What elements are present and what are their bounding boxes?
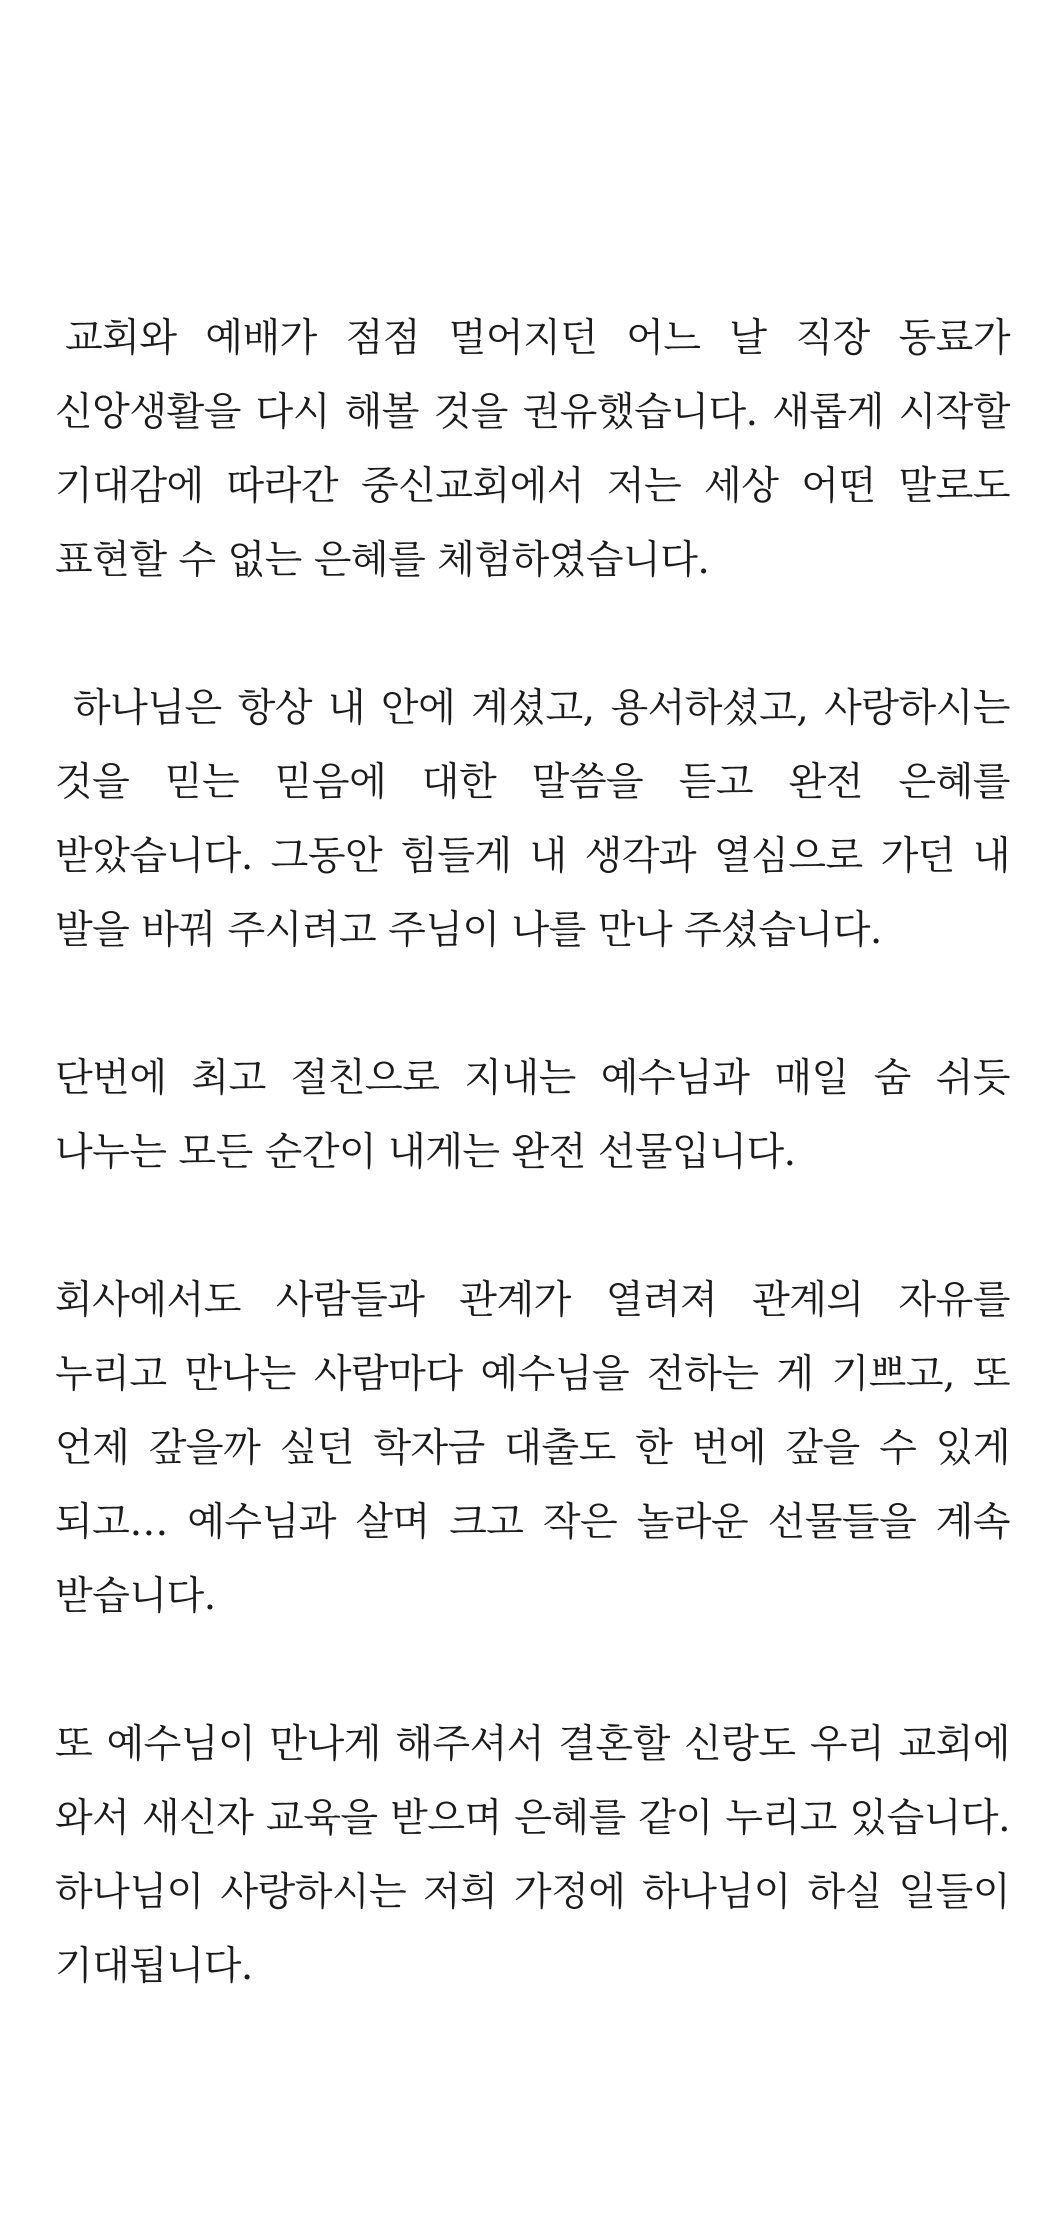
paragraph-3: 단번에 최고 절친으로 지내는 예수님과 매일 숨 쉬듯 나누는 모든 순간이 내게는 완전 선물입니다. <box>55 1056 1010 1175</box>
paragraph-5: 또 예수님이 만나게 해주셔서 결혼할 신랑도 우리 교회에 와서 새신자 교육을 받으며 은혜를 같이 누리고 있습니다. 하나님이 사랑하시는 저희 가정에 하나님이 하실 일들이 기대됩니다. <box>55 1722 1010 1989</box>
paragraph-2: 하나님은 항상 내 안에 계셨고, 용서하셨고, 사랑하시는 것을 믿는 믿음에 대한 말씀을 듣고 완전 은혜를 받았습니다. 그동안 힘들게 내 생각과 열심으로 가던 내 발을 바꿔 주시려고 주님이 나를 만나 주셨습니다. <box>55 686 1010 953</box>
paragraph-1: 교회와 예배가 점점 멀어지던 어느 날 직장 동료가 신앙생활을 다시 해볼 것을 권유했습니다. 새롭게 시작할 기대감에 따라간 중신교회에서 저는 세상 어떤 말로도 표현할 수 없는 은혜를 체험하였습니다. <box>55 316 1010 583</box>
testimony-article <box>55 302 1010 2004</box>
paragraph-4: 회사에서도 사람들과 관계가 열려져 관계의 자유를 누리고 만나는 사람마다 예수님을 전하는 게 기쁘고, 또 언제 갚을까 싶던 학자금 대출도 한 번에 갚을 수 있게 되고… 예수님과 살며 크고 작은 놀라운 선물들을 계속 받습니다. <box>55 1278 1010 1619</box>
